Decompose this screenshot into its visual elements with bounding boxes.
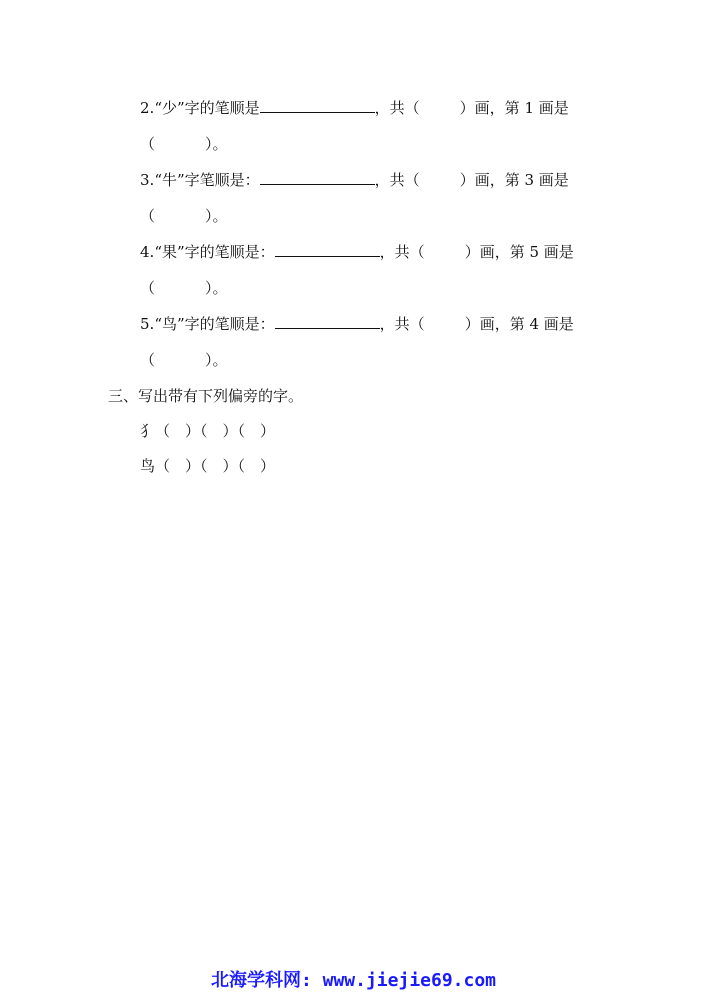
section-3-title: 三、写出带有下列偏旁的字。 xyxy=(108,387,304,405)
radical-answer-slot[interactable]: （ ） xyxy=(237,457,276,475)
radical-answer-slot[interactable]: （ ） xyxy=(155,422,201,440)
question-2-answer-line: （ ）。 xyxy=(140,135,228,153)
footer-site-link[interactable]: 北海学科网: www.jiejie69.com xyxy=(210,970,497,991)
question-prompt: “少”字的笔顺是 xyxy=(154,99,260,117)
question-number: 3. xyxy=(140,171,155,189)
question-prompt: “牛”字笔顺是 xyxy=(154,171,245,189)
radical-answer-slot[interactable]: （ ） xyxy=(155,457,201,475)
radical-row-2 xyxy=(140,456,275,476)
question-prompt: “鸟”字的笔顺是 xyxy=(154,315,260,333)
radical-row-1 xyxy=(140,421,275,441)
question-number: 2. xyxy=(140,99,155,117)
stroke-order-blank[interactable] xyxy=(260,170,375,185)
question-5-line: 5.“鸟”字的笔顺是： ，共（ ）画，第 4 画是 xyxy=(140,315,574,333)
stroke-order-blank[interactable] xyxy=(275,314,380,329)
stroke-order-blank[interactable] xyxy=(275,242,380,257)
radical-answer-slot[interactable]: （ ） xyxy=(200,457,238,475)
question-prompt: “果”字的笔顺是 xyxy=(154,243,260,261)
radical-label: 犭 xyxy=(140,422,156,440)
question-3-answer-line: （ ）。 xyxy=(140,207,228,225)
question-number: 4. xyxy=(140,243,155,261)
radical-label: 鸟 xyxy=(140,457,156,475)
radical-answer-slot[interactable]: （ ） xyxy=(200,422,238,440)
question-3-line: 3.“牛”字笔顺是： ，共（ ）画，第 3 画是 xyxy=(140,171,569,189)
stroke-order-blank[interactable] xyxy=(260,98,375,113)
question-number: 5. xyxy=(140,315,155,333)
question-4-line: 4.“果”字的笔顺是： ，共（ ）画，第 5 画是 xyxy=(140,243,574,261)
question-5-answer-line: （ ）。 xyxy=(140,351,228,369)
question-4-answer-line: （ ）。 xyxy=(140,279,228,297)
radical-answer-slot[interactable]: （ ） xyxy=(237,422,276,440)
question-2-line: 2.“少”字的笔顺是 ，共（ ）画，第 1 画是 xyxy=(140,99,569,117)
